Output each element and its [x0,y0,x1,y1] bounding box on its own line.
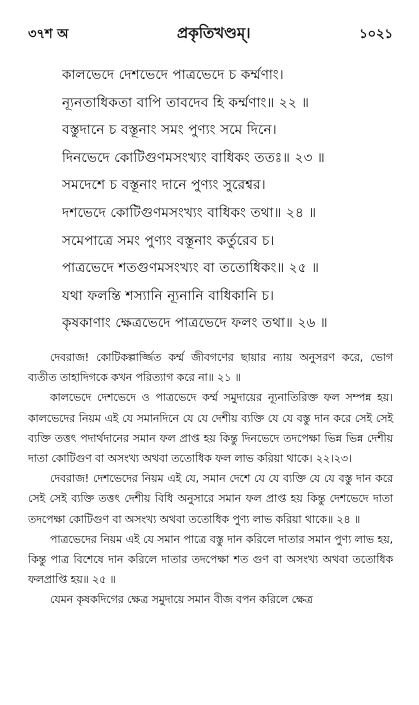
commentary-paragraph: দেবরাজ! দেশভেদের নিয়ম এই যে, সমান দেশে যে যে ব্যক্তি যে যে বস্তু দান করে সেই সেই ব্যক্তি তত্তৎ দেশীয় বিধি অনুসারে সমান ফল প্রাপ্ত হয় কিন্তু দেশভেদে দাতা তদপেক্ষা কোটিগুণ বা অসংখ্য অথবা ততোধিক পুণ্য লাভ করিয়া থাকে॥ ২৪ ॥ [28,472,393,526]
verse-line: কৃষকাণাং ক্ষেত্রভেদে পাত্রভেদে ফলং তথা॥ ২৬ ॥ [62,315,328,332]
page-title: প্রকৃতিখণ্ডম্। [177,24,251,42]
commentary-paragraph: যেমন কৃষকদিগের ক্ষেত্র সমুদায়ে সমান বীজ বপন করিলে ক্ষেত্র [50,593,313,607]
verse-line: দশভেদে কোটিগুণমসংখ্যং বাধিকং তথা॥ ২৪ ॥ [62,204,317,221]
sanskrit-verses [28,62,393,338]
verse-line: সমেপাত্রে সমং পুণ্যং বস্তূনাং কর্তুরেব চ। [62,232,275,249]
verse-line: দিনভেদে কোটিগুণমসংখ্যং বাধিকং ততঃ॥ ২৩ ॥ [62,149,325,166]
verse-line: পাত্রভেদে শতগুণমসংখ্যং বা ততোধিকং॥ ২৫ ॥ [62,260,320,277]
verse-line: ন্যূনতাধিকতা বাপি তাবদেব হি কর্ম্মণাং॥ ২২ ॥ [62,94,310,111]
page-number: ১০২১ [359,27,393,42]
commentary-paragraph: দেবরাজ! কোটিকল্পার্জ্জিত কর্ম্ম জীবগণের ছায়ার ন্যায় অনুসরণ করে, ভোগ ব্যতীত তাহাদিগকে কখন পরিত্যাগ করে না॥ ২১ ॥ [28,350,393,385]
chapter-label: ৩৭শ অ [28,27,69,42]
bengali-commentary [28,348,393,611]
commentary-paragraph: কালভেদে দেশভেদে ও পাত্রভেদে কর্ম্ম সমুদায়ের ন্যূনাতিরিক্ত ফল সম্পন্ন হয়। কালভেদের নিয়ম এই যে সমানদিনে যে যে দেশীয় ব্যক্তি যে যে বস্তু দান করে সেই সেই ব্যক্তি তত্তৎ পদার্থদানের সমান ফল প্রাপ্ত হয় কিন্তু দিনভেদে তদপেক্ষা ভিন্ন ভিন্ন দেশীয় দাতা কোটিগুণ বা অসংখ্য অথবা ততোধিক ফল লাভ করিয়া থাকে। ২২।২৩। [28,391,393,465]
page-header [28,22,393,56]
verse-line: বস্তুদানে চ বস্তূনাং সমং পুণ্যং সমে দিনে। [62,122,277,139]
verse-line: কালভেদে দেশভেদে পাত্রভেদে চ কর্ম্মণাং। [62,67,284,83]
verse-line: যথা ফলন্তি শস্যানি ন্যূনানি বাধিকানি চ। [62,287,275,304]
verse-line: সমদেশে চ বস্তূনাং দানে পুণ্যং সুরেশ্বর। [62,177,266,194]
commentary-paragraph: পাত্রভেদের নিয়ম এই যে সমান পাত্রে বস্তু দান করিলে দাতার সমান পুণ্য লাভ হয়, কিন্তু পাত্র বিশেষে দান করিলে দাতার তদপেক্ষা শত গুণ বা অসংখ্য অথবা ততোধিক ফলপ্রাপ্তি হয়॥ ২৫ ॥ [28,532,393,587]
